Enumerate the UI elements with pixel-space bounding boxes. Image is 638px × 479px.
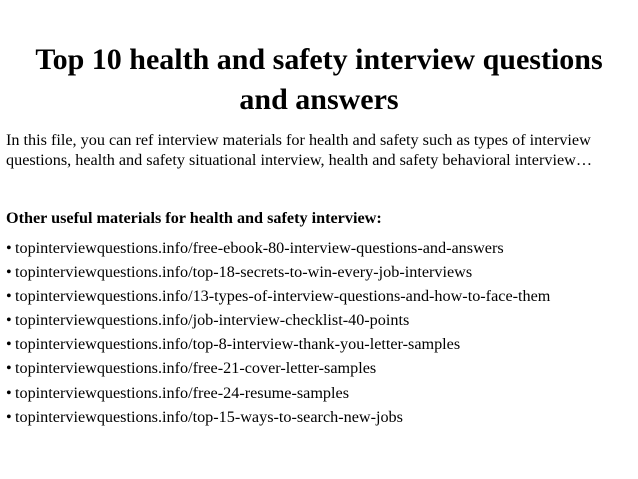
- list-item: [6, 262, 634, 286]
- resource-link[interactable]: topinterviewquestions.info/job-interview-checklist-40-points: [15, 311, 410, 330]
- resource-link[interactable]: topinterviewquestions.info/top-18-secrets-to-win-every-job-interviews: [15, 263, 473, 282]
- page-title: Top 10 health and safety interview questions and answers: [35, 43, 603, 116]
- bullet-icon: •: [6, 311, 12, 330]
- list-item: [6, 407, 634, 431]
- resource-link[interactable]: topinterviewquestions.info/13-types-of-interview-questions-and-how-to-face-them: [15, 287, 551, 306]
- resource-link[interactable]: topinterviewquestions.info/top-15-ways-to-search-new-jobs: [15, 407, 403, 426]
- bullet-icon: •: [6, 239, 12, 257]
- list-item: [6, 358, 634, 382]
- resources-heading: Other useful materials for health and safety interview:: [6, 209, 382, 227]
- bullet-icon: •: [6, 335, 12, 354]
- intro-paragraph: In this file, you can ref interview materials for health and safety such as types of interview questions, health and safety situational interview, health and safety behavioral interview…: [6, 131, 593, 169]
- bullet-icon: •: [6, 287, 12, 306]
- list-item: [6, 310, 634, 334]
- bullet-icon: •: [6, 359, 12, 378]
- resource-link[interactable]: topinterviewquestions.info/free-24-resume-samples: [15, 383, 349, 402]
- list-item: [6, 383, 634, 407]
- bullet-icon: •: [6, 407, 12, 426]
- resource-link[interactable]: topinterviewquestions.info/free-21-cover-letter-samples: [15, 359, 377, 378]
- bullet-icon: •: [6, 263, 12, 282]
- resource-link-list: [6, 238, 634, 431]
- bullet-icon: •: [6, 383, 12, 402]
- resource-link[interactable]: topinterviewquestions.info/top-8-interview-thank-you-letter-samples: [15, 335, 461, 354]
- resource-link[interactable]: topinterviewquestions.info/free-ebook-80-interview-questions-and-answers: [15, 239, 504, 257]
- list-item: [6, 286, 634, 310]
- list-item: [6, 334, 634, 358]
- list-item: [6, 238, 634, 262]
